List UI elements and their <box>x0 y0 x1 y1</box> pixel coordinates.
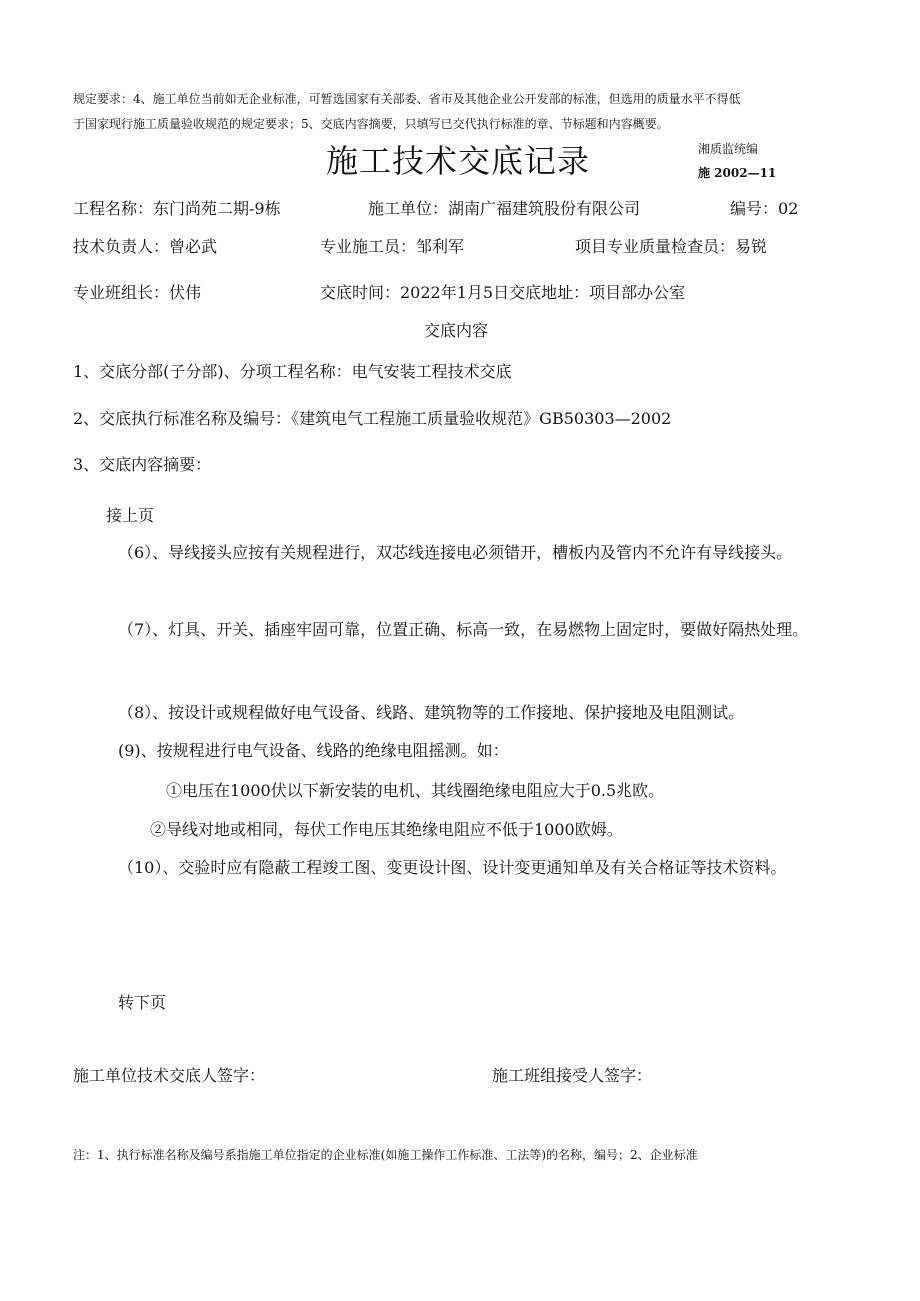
site-worker: 专业施工员：邹利军 <box>320 237 465 256</box>
quality-inspector: 项目专业质量检查员：易锐 <box>575 237 768 256</box>
content-p10: （10）、交验时应有隐蔽工程竣工图、变更设计图、设计变更通知单及有关合格证等技术资料。 <box>118 858 787 877</box>
section-title: 交底内容 <box>424 321 489 340</box>
footer-note: 注：1、执行标准名称及编号系指施工单位指定的企业标准(如施工操作工作标准、工法等)的名称，编号；2、企业标准 <box>73 1148 698 1162</box>
form-code-line1: 湘质监统编 <box>698 142 759 156</box>
header-note-line2: 于国家现行施工质量验收规范的规定要求；5、交底内容摘要，只填写已交代执行标准的章、节标题和内容概要。 <box>73 117 669 131</box>
team-leader: 专业班组长：伏伟 <box>73 283 202 302</box>
page-title: 施工技术交底记录 <box>326 142 591 180</box>
item-2: 2、交底执行标准名称及编号：《建筑电气工程施工质量验收规范》GB50303—2002 <box>73 409 672 428</box>
content-p6: （6）、导线接头应按有关规程进行，双芯线连接电必须错开，槽板内及管内不允许有导线接头。 <box>118 543 793 562</box>
tech-lead: 技术负责人：曾必武 <box>73 237 218 256</box>
form-code-line2: 施 2002—11 <box>698 166 777 180</box>
time-place: 交底时间：2022年1月5日交底地址：项目部办公室 <box>320 283 686 302</box>
continued-from: 接上页 <box>106 506 155 525</box>
header-note-line1: 规定要求：4、施工单位当前如无企业标准，可暂选国家有关部委、省市及其他企业公开发部的标准，但选用的质量水平不得低 <box>73 92 741 106</box>
content-p9b: ②导线对地或相同，每伏工作电压其绝缘电阻应不低于1000欧姆。 <box>150 820 623 839</box>
item-1: 1、交底分部(子分部)、分项工程名称：电气安装工程技术交底 <box>73 362 512 381</box>
signature-receiver: 施工班组接受人签字： <box>492 1066 653 1085</box>
constructor: 施工单位：湖南广福建筑股份有限公司 <box>368 199 641 218</box>
signature-giver: 施工单位技术交底人签字： <box>73 1066 266 1085</box>
serial-number: 编号：02 <box>730 199 799 218</box>
item-3: 3、交底内容摘要： <box>73 455 212 474</box>
continued-to: 转下页 <box>118 993 167 1012</box>
content-p8: （8）、按设计或规程做好电气设备、线路、建筑物等的工作接地、保护接地及电阻测试。 <box>118 703 745 722</box>
content-p7: （7）、灯具、开关、插座牢固可靠，位置正确、标高一致，在易燃物上固定时，要做好隔热处理。 <box>118 620 809 639</box>
content-p9: (9)、按规程进行电气设备、线路的绝缘电阻摇测。如： <box>118 741 509 760</box>
project-name: 工程名称：东门尚苑二期-9栋 <box>73 199 281 218</box>
content-p9a: ①电压在1000伏以下新安装的电机、其线圈绝缘电阻应大于0.5兆欧。 <box>166 781 665 800</box>
